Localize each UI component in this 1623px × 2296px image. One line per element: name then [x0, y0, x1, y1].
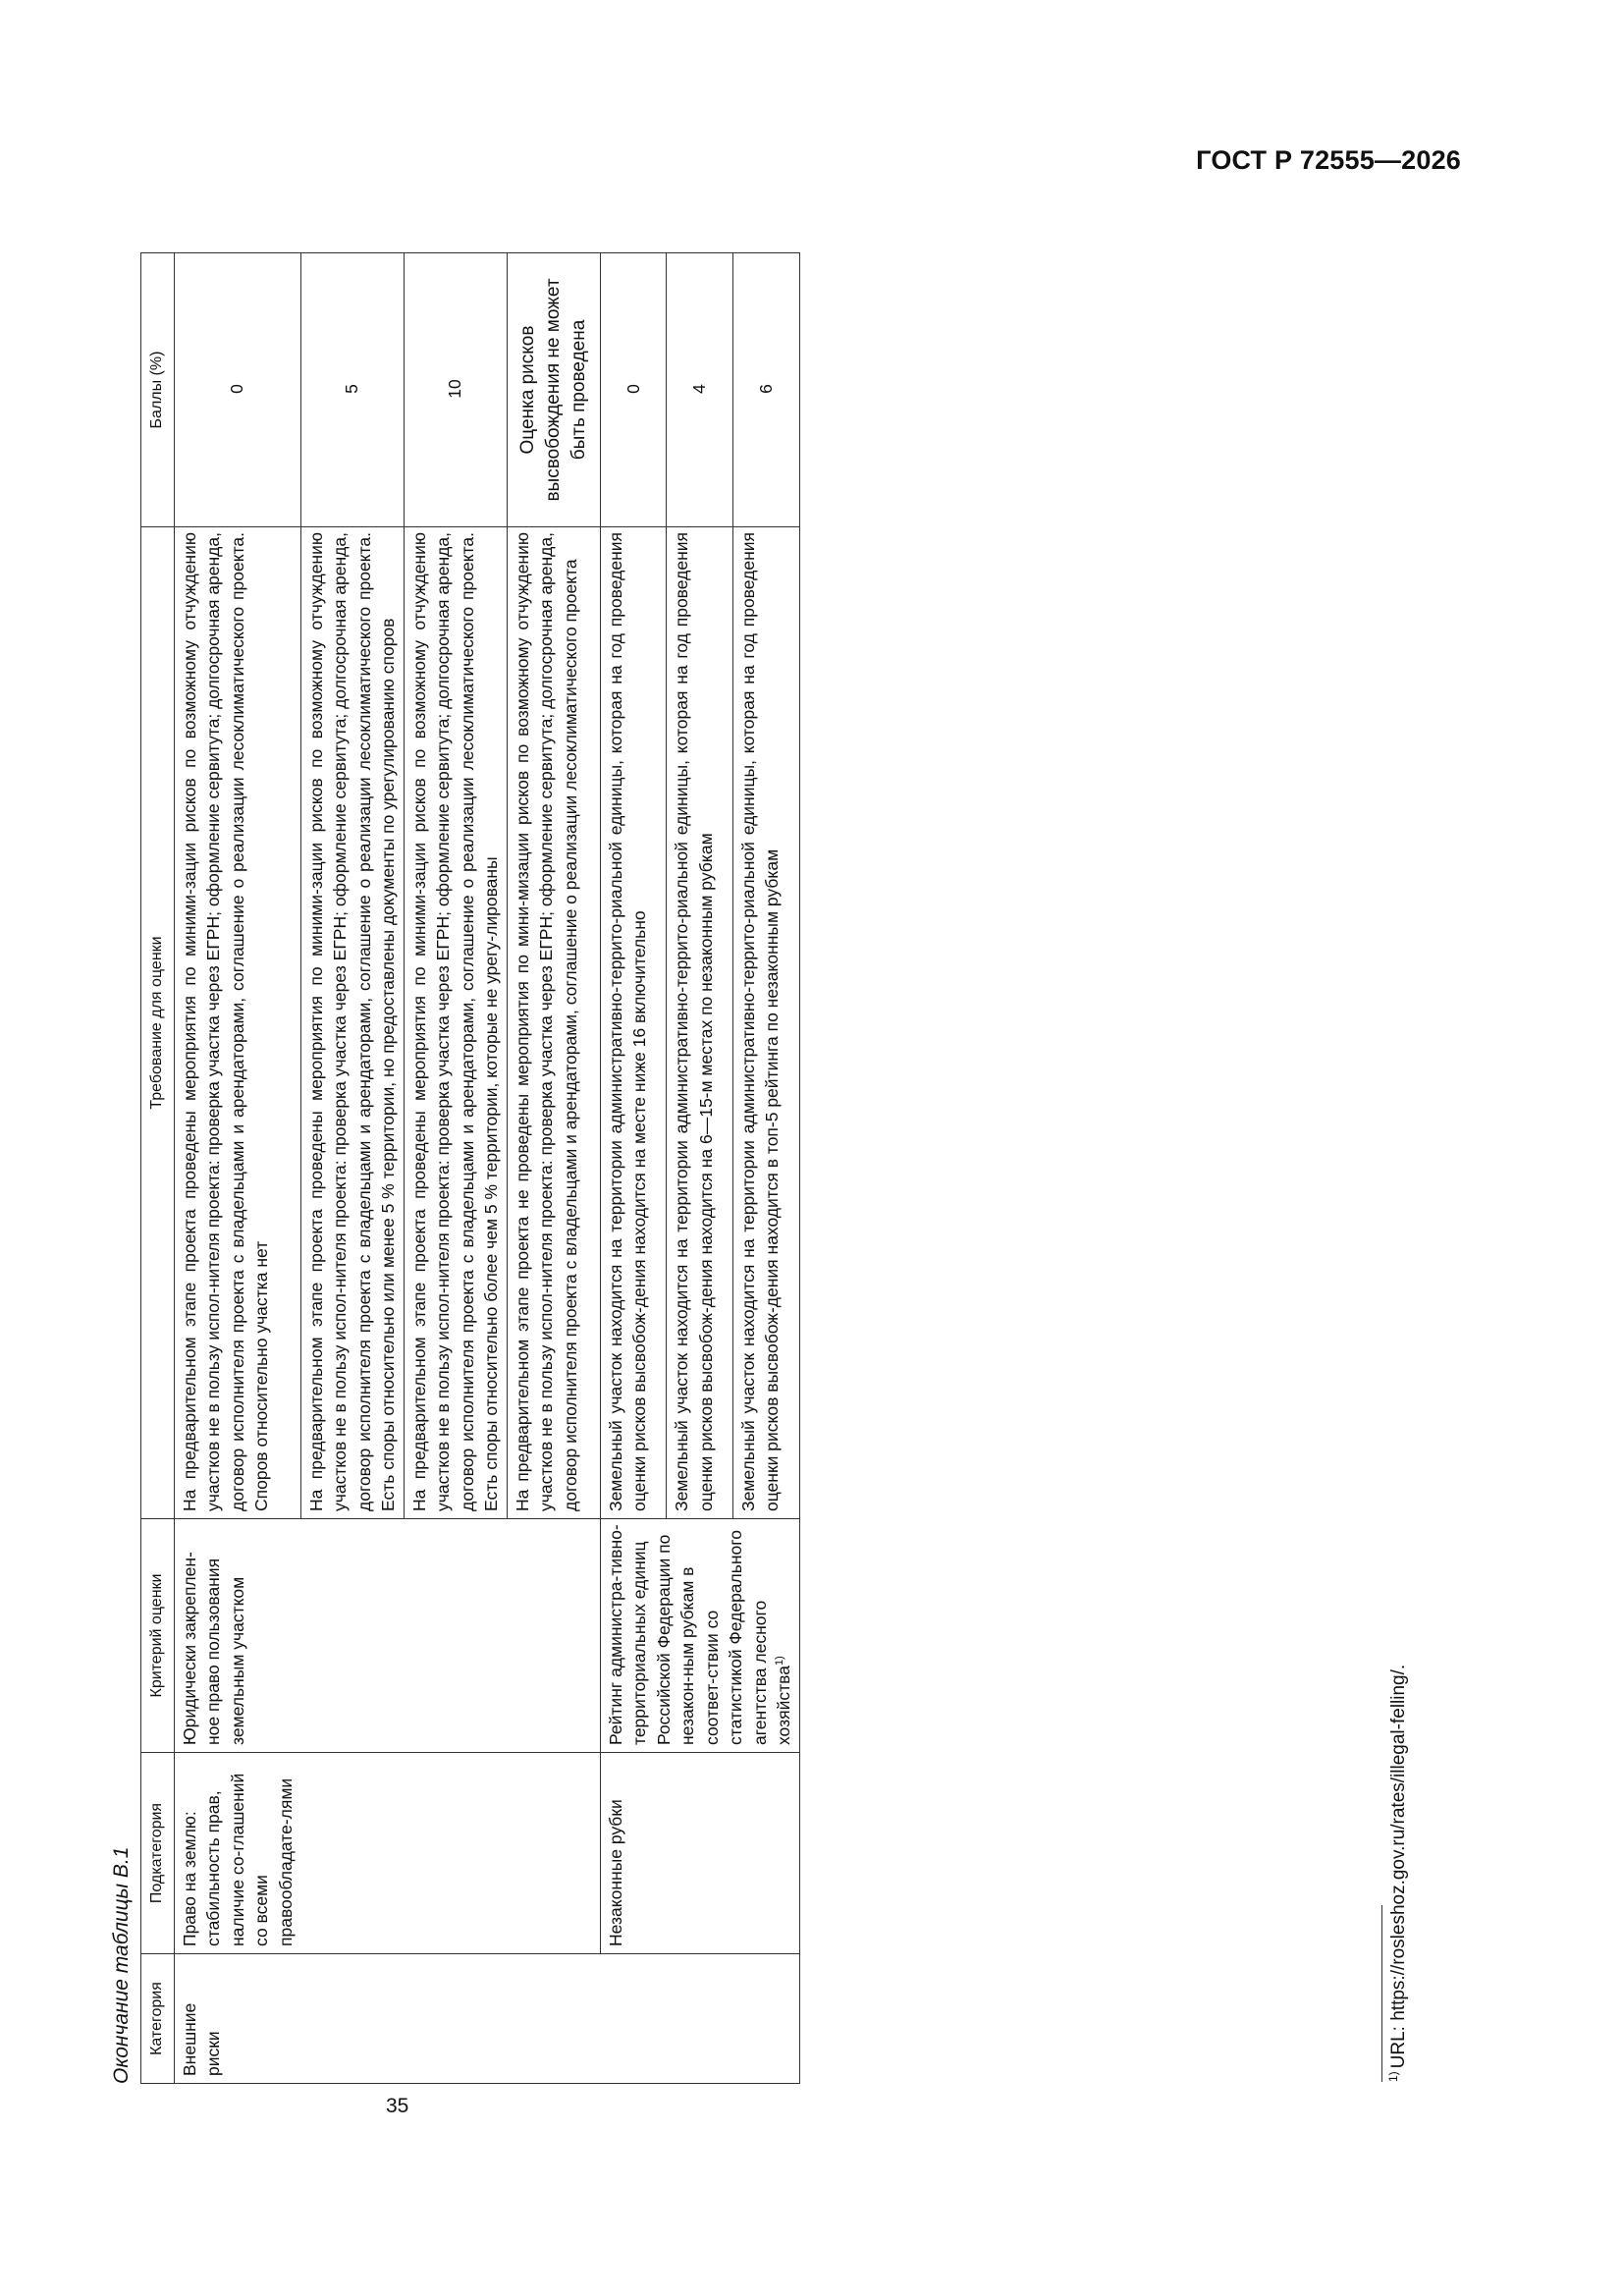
score-cell: 6 — [732, 253, 799, 527]
table-row — [667, 253, 733, 2084]
assessment-table — [140, 252, 800, 2084]
column-header-subcategory: Подкатегория — [141, 1753, 175, 1954]
criterion-cell-continued — [404, 1519, 507, 1753]
footnote-mark: 1) — [1385, 2071, 1400, 2082]
table-row — [174, 253, 300, 2084]
requirement-cell: Земельный участок находится на территории административно-террито-риальной единицы, которая на год проведения оценки рисков высвобож-дения находится на 6—15-м местах по незаконным рубкам — [667, 527, 733, 1519]
criterion-cell — [600, 1519, 799, 1753]
requirement-cell: На предварительном этапе проекта проведены мероприятия по миними-зации рисков по возможному отчуждению участков не в пользу испол-нителя проекта: проверка участка через ЕГРН; оформление сервитута; долгосрочная аренда, договор исполнителя проекта с владельцами и арендаторами, соглашение о реализации лесоклиматического проекта. Есть споры относительно более чем 5 % территории, которые не урегу-лированы — [404, 527, 507, 1519]
table-row — [732, 253, 799, 2084]
requirement-cell: Земельный участок находится на территории административно-террито-риальной единицы, которая на год проведения оценки рисков высвобож-дения находится в топ-5 рейтинга по незаконным рубкам — [732, 527, 799, 1519]
subcategory-cell: Незаконные рубки — [600, 1753, 667, 1954]
table-header-row — [141, 253, 175, 2084]
footnote — [1385, 1664, 1410, 2082]
rotated-page-content — [110, 239, 1426, 2168]
column-header-score: Баллы (%) — [141, 253, 175, 527]
requirement-cell: Земельный участок находится на территории административно-террито-риальной единицы, которая на год проведения оценки рисков высвобож-дения находится на месте ниже 16 включительно — [600, 527, 667, 1519]
subcategory-cell-continued — [507, 1753, 600, 1954]
score-cell: 0 — [174, 253, 300, 527]
page-number: 35 — [386, 2095, 409, 2117]
score-cell: 4 — [667, 253, 733, 527]
subcategory-cell-continued — [732, 1753, 799, 1954]
subcategory-cell-continued — [404, 1753, 507, 1954]
criterion-cell-continued — [507, 1519, 600, 1753]
score-cell: Оценка рисков высвобождения не может быть проведена — [507, 253, 600, 527]
column-header-category: Категория — [141, 1954, 175, 2084]
subcategory-cell-continued — [300, 1753, 404, 1954]
document-header: ГОСТ Р 72555—2026 — [1196, 145, 1461, 175]
requirement-cell: На предварительном этапе проекта проведены мероприятия по миними-зации рисков по возможному отчуждению участков не в пользу испол-нителя проекта: проверка участка через ЕГРН; оформление сервитута; долгосрочная аренда, договор исполнителя проекта с владельцами и арендаторами, соглашение о реализации лесоклиматического проекта. Есть споры относительно или менее 5 % территории, но предоставлены документы по урегулированию споров — [300, 527, 404, 1519]
criterion-cell: Юридически закреплен-ное право пользования земельным участком — [174, 1519, 300, 1753]
column-header-criterion: Критерий оценки — [141, 1519, 175, 1753]
table-row — [300, 253, 404, 2084]
footnote-text: URL: https://rosleshoz.gov.ru/rates/illegal-felling/. — [1388, 1664, 1409, 2069]
column-header-requirement: Требование для оценки — [141, 527, 175, 1519]
footnote-reference: 1) — [774, 1656, 786, 1667]
requirement-cell: На предварительном этапе проекта не проведены мероприятия по мини-мизации рисков по возможному отчуждению участков не в пользу испол-нителя проекта: проверка участка через ЕГРН; оформление сервитута; долгосрочная аренда, договор исполнителя проекта с владельцами и арендаторами, соглашение о реализации лесоклиматического проекта — [507, 527, 600, 1519]
subcategory-cell: Право на землю: стабильность прав, наличие со-глашений со всеми правообладате-лями — [174, 1753, 300, 1954]
table-caption: Окончание таблицы В.1 — [110, 1846, 133, 2084]
criterion-text: Рейтинг администра-тивно-территориальных единиц Российской Федерации по незакон-ным рубкам в соответ-ствии со статистикой Федерального агентства лесного хозяйства — [605, 1524, 793, 1745]
score-cell: 0 — [600, 253, 667, 527]
table-row — [600, 253, 667, 2084]
footnote-divider — [1381, 1905, 1382, 2082]
table-row — [404, 253, 507, 2084]
subcategory-cell-continued — [667, 1753, 733, 1954]
table-row — [507, 253, 600, 2084]
requirement-cell: На предварительном этапе проекта проведены мероприятия по миними-зации рисков по возможному отчуждению участков не в пользу испол-нителя проекта: проверка участка через ЕГРН; оформление сервитута; долгосрочная аренда, договор исполнителя проекта с владельцами и арендаторами, соглашение о реализации лесоклиматического проекта. Споров относительно участка нет — [174, 527, 300, 1519]
category-cell: Внешние риски — [174, 1954, 799, 2084]
criterion-cell-continued — [300, 1519, 404, 1753]
score-cell: 10 — [404, 253, 507, 527]
score-cell: 5 — [300, 253, 404, 527]
